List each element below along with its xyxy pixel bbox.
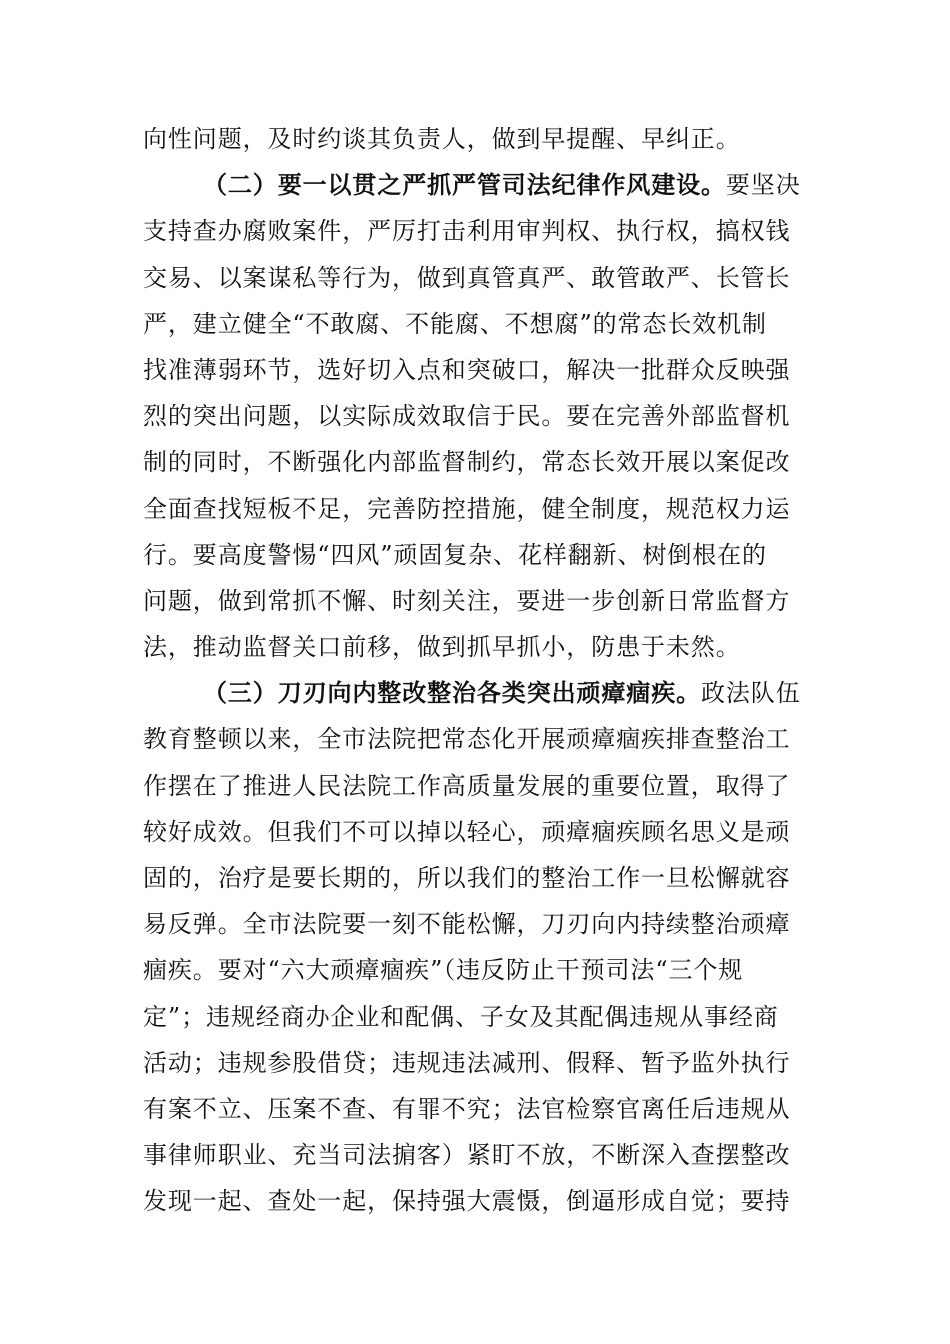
text-line: 较好成效。但我们不可以掉以轻心，顽瘴痼疾顾名思义是顽 xyxy=(143,817,791,846)
section-heading-line xyxy=(143,670,807,716)
document-body xyxy=(143,116,807,1225)
text-line: 法，推动监督关口前移，做到抓早抓小，防患于未然。 xyxy=(143,633,741,662)
section-heading-3: （三）刀刃向内整改整治各类突出顽瘴痼疾。 xyxy=(203,678,701,708)
section-heading-line xyxy=(143,162,807,208)
heading-line-rest: 要坚决 xyxy=(725,171,801,200)
text-line: 事律师职业、充当司法掮客）紧盯不放，不断深入查摆整改 xyxy=(143,1141,791,1170)
text-line: 发现一起、查处一起，保持强大震慑，倒逼形成自觉；要持 xyxy=(143,1187,791,1216)
text-line: 制的同时，不断强化内部监督制约，常态长效开展以案促改 xyxy=(143,448,791,477)
text-line: 活动；违规参股借贷；违规违法减刑、假释、暂予监外执行 xyxy=(143,1048,791,1077)
text-line: 痼疾。要对“六大顽瘴痼疾”（违反防止干预司法“三个规 xyxy=(143,956,744,985)
text-line: 固的，治疗是要长期的，所以我们的整治工作一旦松懈就容 xyxy=(143,864,791,892)
text-line: 行。要高度警惕“四风”顽固复杂、花样翻新、树倒根在的 xyxy=(143,540,767,569)
text-line: 找准薄弱环节，选好切入点和突破口，解决一批群众反映强 xyxy=(143,355,791,384)
text-line: 交易、以案谋私等行为，做到真管真严、敢管敢严、长管长 xyxy=(143,263,791,292)
text-line: 支持查办腐败案件，严厉打击利用审判权、执行权，搞权钱 xyxy=(143,217,791,246)
section-heading-2: （二）要一以贯之严抓严管司法纪律作风建设。 xyxy=(203,170,726,200)
text-line: 问题，做到常抓不懈、时刻关注，要进一步创新日常监督方 xyxy=(143,586,791,615)
text-line: 定”；违规经商办企业和配偶、子女及其配偶违规从事经商 xyxy=(143,1002,779,1031)
text-line: 烈的突出问题，以实际成效取信于民。要在完善外部监督机 xyxy=(143,402,791,431)
text-line: 严，建立健全“不敢腐、不能腐、不想腐”的常态长效机制 xyxy=(143,309,767,338)
text-line: 向性问题，及时约谈其负责人，做到早提醒、早纠正。 xyxy=(143,125,741,153)
text-line: 易反弹。全市法院要一刻不能松懈，刀刃向内持续整治顽瘴 xyxy=(143,910,791,939)
text-line: 作摆在了推进人民法院工作高质量发展的重要位置，取得了 xyxy=(143,771,791,800)
heading-line-rest: 政法队伍 xyxy=(701,679,801,708)
text-line: 教育整顿以来，全市法院把常态化开展顽瘴痼疾排查整治工 xyxy=(143,725,791,754)
text-line: 有案不立、压案不查、有罪不究；法官检察官离任后违规从 xyxy=(143,1094,791,1123)
text-line: 全面查找短板不足，完善防控措施，健全制度，规范权力运 xyxy=(143,494,791,523)
